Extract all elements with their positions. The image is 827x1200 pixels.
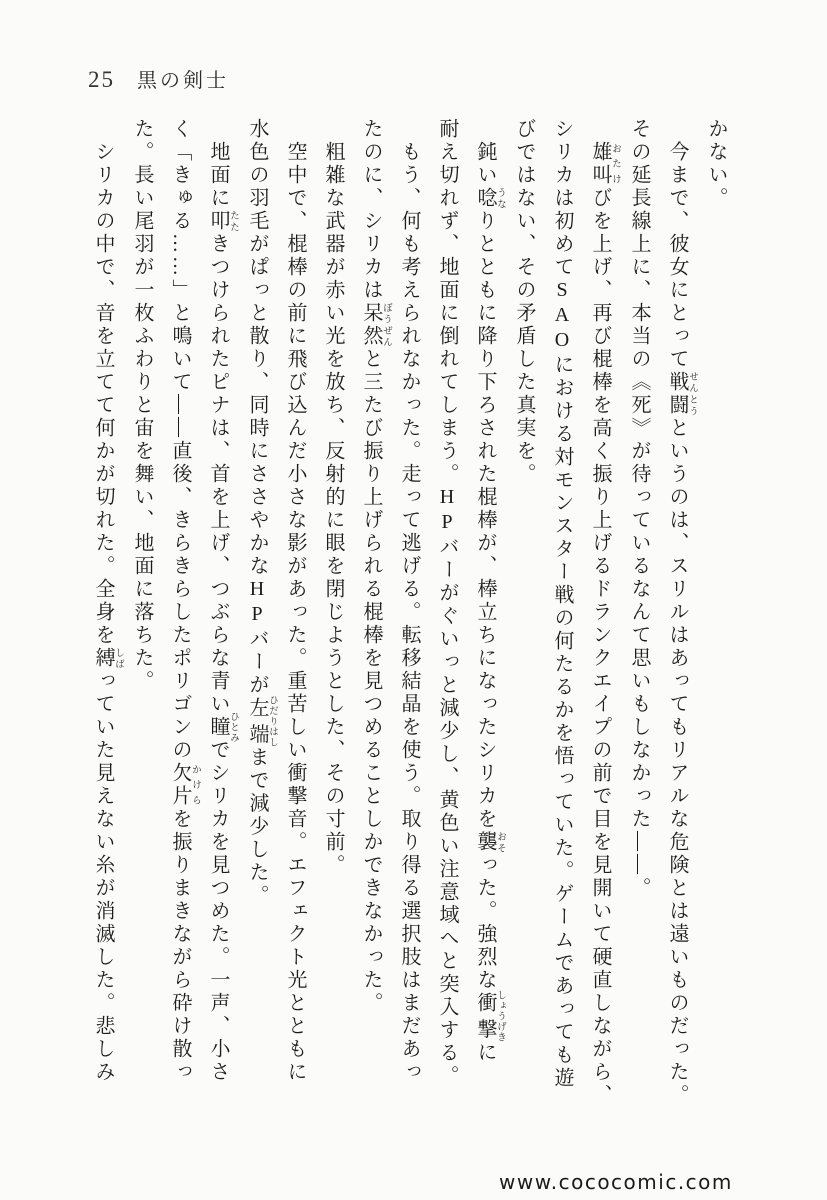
paragraph: シリカの中で、音を立てて何かが切れた。全身を縛 しばっていた見えない糸が消滅した。悲しみ [92,141,123,1084]
latin-upright-text: HP [436,486,458,536]
latin-upright-text: HP [246,578,268,628]
paragraph: 今まで、彼女にとって戦闘 せんとうというのは、スリルはあってもリアルな危険とは遠いものだった。 その延長線上に、本当の《死》が待っているなんて思いもしなかった――。 [628,118,697,1107]
paragraph: 空中で、棍棒の前に飛び込んだ小さな影があった。重苦しい衝撃音。エフェクト光とともに 水色の羽毛がぱっと散り、同時にささやかなHPバーが左端 ひだりはしまで減少した。 [246,118,306,1084]
ruby-annotation: 雄叫 おたけ [589,141,620,187]
text-body [84,118,735,1120]
paragraph: もう、何も考えられなかった。走って逃げる。転移結晶を使う。取り得る選択肢はまだあっ たのに、シリカは呆然 ぼうぜんと三たび振り上げられる棍棒を見つめることしかできなかった。 [360,118,420,1084]
paragraph: 粗雑な武器が赤い光を放ち、反射的に眼を閉じようとした、その寸前。 [322,141,344,877]
page-header [88,64,229,93]
latin-upright-text: SAO [551,279,573,354]
ruby-annotation: 叩 たた [207,210,238,233]
ruby-annotation: 衝撃 しょうげき [474,990,505,1043]
ruby-annotation: 襲 おそ [474,831,505,854]
ruby-annotation: 戦闘 せんとう [666,371,697,417]
page-number: 25 [88,67,115,92]
ruby-annotation: 呆然 ぼうぜん [360,302,391,348]
ruby-annotation: 縛 しば [92,647,123,670]
ruby-annotation: 左端 ひだりはし [246,695,277,748]
paragraph: かない。 [705,118,727,210]
paragraph: 雄叫 おたけびを上げ、再び棍棒を高く振り上げるドランクエイプの前で目を見開いて硬直しながら、 シリカは初めてSAOにおける対モンスター戦の何たるかを悟っていた。ゲームであっても遊 びではない、その矛盾した真実を。 [513,118,620,1107]
paragraph: 鈍い唸 うなりとともに降り下ろされた棍棒が、棒立ちになったシリカを襲 おそった。強烈な衝撃 しょうげきに 耐え切れず、地面に倒れてしまう。HPバーがぐいっと減少し、黄色い注意域へと突入する。 [436,118,505,1088]
ruby-annotation: 欠片 かけら [169,762,200,808]
chapter-title: 黒の剣士 [137,70,229,92]
paragraph: 地面に叩 たたきつけられたピナは、首を上げ、つぶらな青い瞳 ひとみでシリカを見つめた。一声、小さ く「きゅる……」と鳴いて――直後、きらきらしたポリゴンの欠片 かけらを振りまきながら砕け散っ た。長い尾羽が一枚ふわりと宙を舞い、地面に落ちた。 [131,118,238,1084]
ruby-annotation: 唸 うな [474,187,505,210]
ruby-annotation: 瞳 ひとみ [207,711,238,744]
watermark: www.cococomic.com [499,1170,733,1194]
